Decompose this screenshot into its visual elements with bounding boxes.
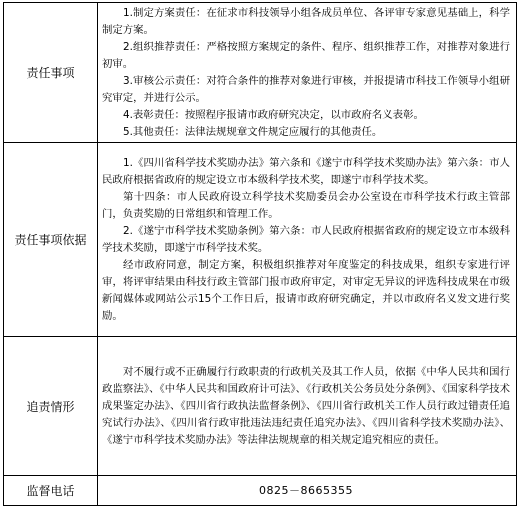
basis-content xyxy=(98,143,517,337)
paragraph: 4.表彰责任：按照程序报请市政府研究决定，以市政府名义表彰。 xyxy=(123,108,424,121)
paragraph: 2.组织推荐责任：严格按照方案规定的条件、程序、组织推荐工作，对推荐对象进行初审。 xyxy=(102,40,510,70)
responsibility-content xyxy=(98,3,517,143)
responsibility-table xyxy=(3,2,517,506)
supervision-phone: 0825－8665355 xyxy=(98,476,517,506)
paragraph: 5.其他责任：法律法规规章文件规定应履行的其他责任。 xyxy=(123,125,383,138)
paragraph: 第十四条：市人民政府设立科学技术奖励委员会办公室设在市科学技术行政主管部门，负责奖励的日常组织和管理工作。 xyxy=(102,190,510,220)
paragraph: 经市政府同意，制定方案，积极组织推荐对年度鉴定的科技成果，组织专家进行评审，将评审结果由科技行政主管部门报市政府审定，对审定无异议的评选科技成果在市级新闻媒体或网站公示15个工作日后，报请市政府研究确定，并以市政府名义发文进行奖励。 xyxy=(102,258,510,322)
paragraph: 1.《四川省科学技术奖励办法》第六条和《遂宁市科学技术奖励办法》第六条：市人民政府根据省政府的规定设立市本级科学技术奖，即遂宁市科学技术奖。 xyxy=(102,156,510,186)
accountability-content xyxy=(98,337,517,476)
row-label-accountability: 追责情形 xyxy=(4,337,98,476)
row-label-basis: 责任事项依据 xyxy=(4,143,98,337)
paragraph: 2.《遂宁市科学技术奖励条例》第六条：市人民政府根据省政府的规定设立市本级科学技术奖励，即遂宁市科学技术奖。 xyxy=(102,224,510,254)
table-row xyxy=(4,337,517,476)
paragraph: 对不履行或不正确履行行政职责的行政机关及其工作人员，依据《中华人民共和国行政监察法》、《中华人民共和国政府计可法》、《行政机关公务员处分条例》、《国家科学技术成果鉴定办法》、《四川省行政执法监督条例》、《四川省行政机关工作人员行政过错责任追究试行办法》、《四川省行政审批违法违纪责任追究办法》、《四川省科学技术奖励办法》、《遂宁市科学技术奖励办法》等法律法规规章的相关规定追究相应的责任。 xyxy=(102,365,510,446)
paragraph: 1.制定方案责任：在征求市科技领导小组各成员单位、各评审专家意见基础上，科学制定方案。 xyxy=(102,6,510,36)
table-row xyxy=(4,143,517,337)
table-row xyxy=(4,476,517,506)
paragraph: 3.审核公示责任：对符合条件的推荐对象进行审核，并报提请市科技工作领导小组研究审定，并进行公示。 xyxy=(102,74,510,104)
row-label-phone: 监督电话 xyxy=(4,476,98,506)
row-label-responsibility: 责任事项 xyxy=(4,3,98,143)
table-row xyxy=(4,3,517,143)
